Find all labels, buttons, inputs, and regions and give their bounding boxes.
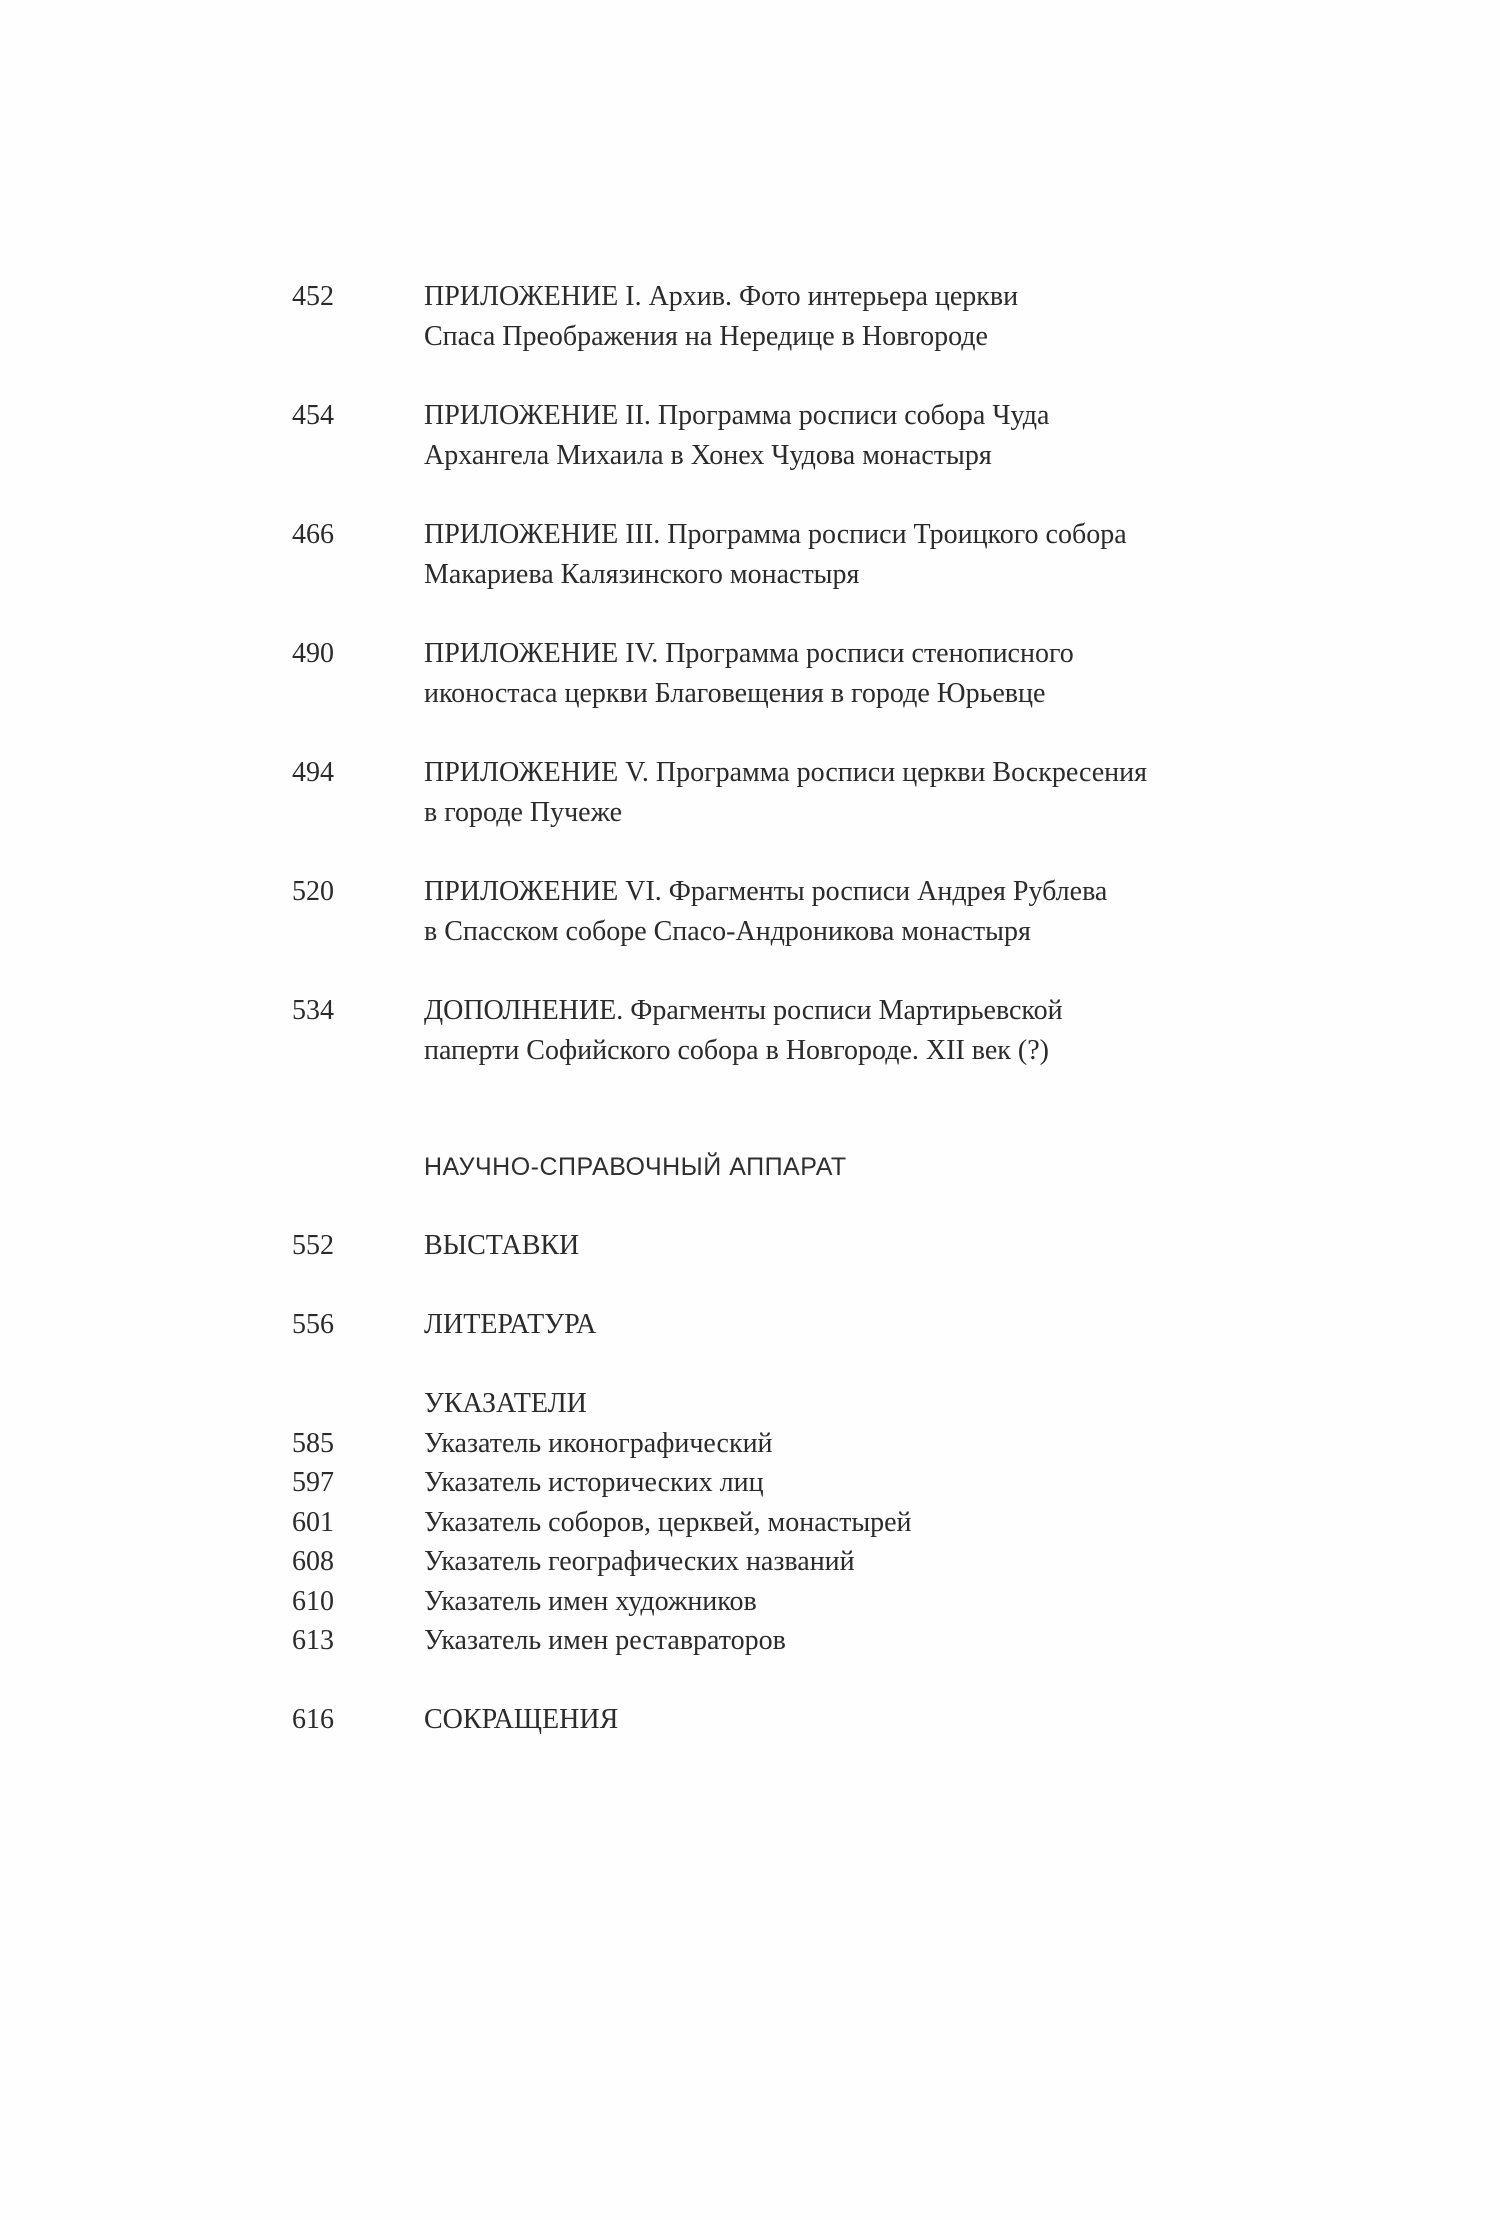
toc-entry-index[interactable]: [0, 1424, 1500, 1464]
entry-title: Указатель иконографический: [424, 1428, 773, 1459]
indexes-heading: УКАЗАТЕЛИ: [424, 1388, 587, 1419]
page-number: 454: [292, 400, 334, 431]
page-number: 610: [292, 1586, 334, 1617]
entry-title: [424, 753, 1344, 833]
entry-title-line: ДОПОЛНЕНИЕ. Фрагменты росписи Мартирьевской: [424, 995, 1063, 1026]
entry-title-line: ПРИЛОЖЕНИЕ II. Программа росписи собора Чуда: [424, 400, 1050, 431]
section-heading: НАУЧНО-СПРАВОЧНЫЙ АППАРАТ: [424, 1153, 847, 1181]
toc-entry-index[interactable]: [0, 1621, 1500, 1661]
page-number: 601: [292, 1507, 334, 1538]
page-number: 466: [292, 519, 334, 550]
entry-title: [424, 872, 1344, 952]
entry-title-line: Макариева Калязинского монастыря: [424, 559, 860, 590]
page-number: 552: [292, 1230, 334, 1261]
page-number: 613: [292, 1625, 334, 1656]
toc-entry-index[interactable]: [0, 1463, 1500, 1503]
entry-title-line: ПРИЛОЖЕНИЕ I. Архив. Фото интерьера церкви: [424, 281, 1019, 312]
toc-entry-index[interactable]: [0, 1542, 1500, 1582]
entry-title-line: иконостаса церкви Благовещения в городе Юрьевце: [424, 678, 1046, 709]
page-number: 585: [292, 1428, 334, 1459]
entry-title-line: паперти Софийского собора в Новгороде. XII век (?): [424, 1035, 1049, 1066]
entry-title: Указатель исторических лиц: [424, 1467, 764, 1498]
page-number: 520: [292, 876, 334, 907]
page-number: 452: [292, 281, 334, 312]
entry-title: Указатель географических названий: [424, 1546, 855, 1577]
entry-title-line: ПРИЛОЖЕНИЕ III. Программа росписи Троицкого собора: [424, 519, 1127, 550]
entry-title: Указатель имен художников: [424, 1586, 757, 1617]
entry-title: [424, 277, 1344, 357]
entry-title: Указатель имен реставраторов: [424, 1625, 786, 1656]
entry-title: СОКРАЩЕНИЯ: [424, 1704, 619, 1735]
entry-title: ВЫСТАВКИ: [424, 1230, 580, 1261]
page-number: 490: [292, 638, 334, 669]
entry-title-line: ПРИЛОЖЕНИЕ IV. Программа росписи стенописного: [424, 638, 1074, 669]
entry-title: Указатель соборов, церквей, монастырей: [424, 1507, 912, 1538]
page-number: 556: [292, 1309, 334, 1340]
entry-title: [424, 634, 1344, 714]
page-number: 494: [292, 757, 334, 788]
toc-entry-index[interactable]: [0, 1503, 1500, 1543]
page-number: 597: [292, 1467, 334, 1498]
entry-title-line: ПРИЛОЖЕНИЕ V. Программа росписи церкви Воскресения: [424, 757, 1147, 788]
entry-title: [424, 991, 1344, 1071]
entry-title: [424, 396, 1344, 476]
entry-title-line: ПРИЛОЖЕНИЕ VI. Фрагменты росписи Андрея Рублева: [424, 876, 1108, 907]
entry-title-line: в городе Пучеже: [424, 797, 623, 828]
entry-title-line: в Спасском соборе Спасо-Андроникова монастыря: [424, 916, 1031, 947]
page-number: 608: [292, 1546, 334, 1577]
entry-title-line: Архангела Михаила в Хонех Чудова монастыря: [424, 440, 992, 471]
entry-title-line: Спаса Преображения на Нередице в Новгороде: [424, 321, 988, 352]
page-number: 616: [292, 1704, 334, 1735]
page-number: 534: [292, 995, 334, 1026]
entry-title: ЛИТЕРАТУРА: [424, 1309, 597, 1340]
toc-entry-index[interactable]: [0, 1582, 1500, 1622]
entry-title: [424, 515, 1344, 595]
